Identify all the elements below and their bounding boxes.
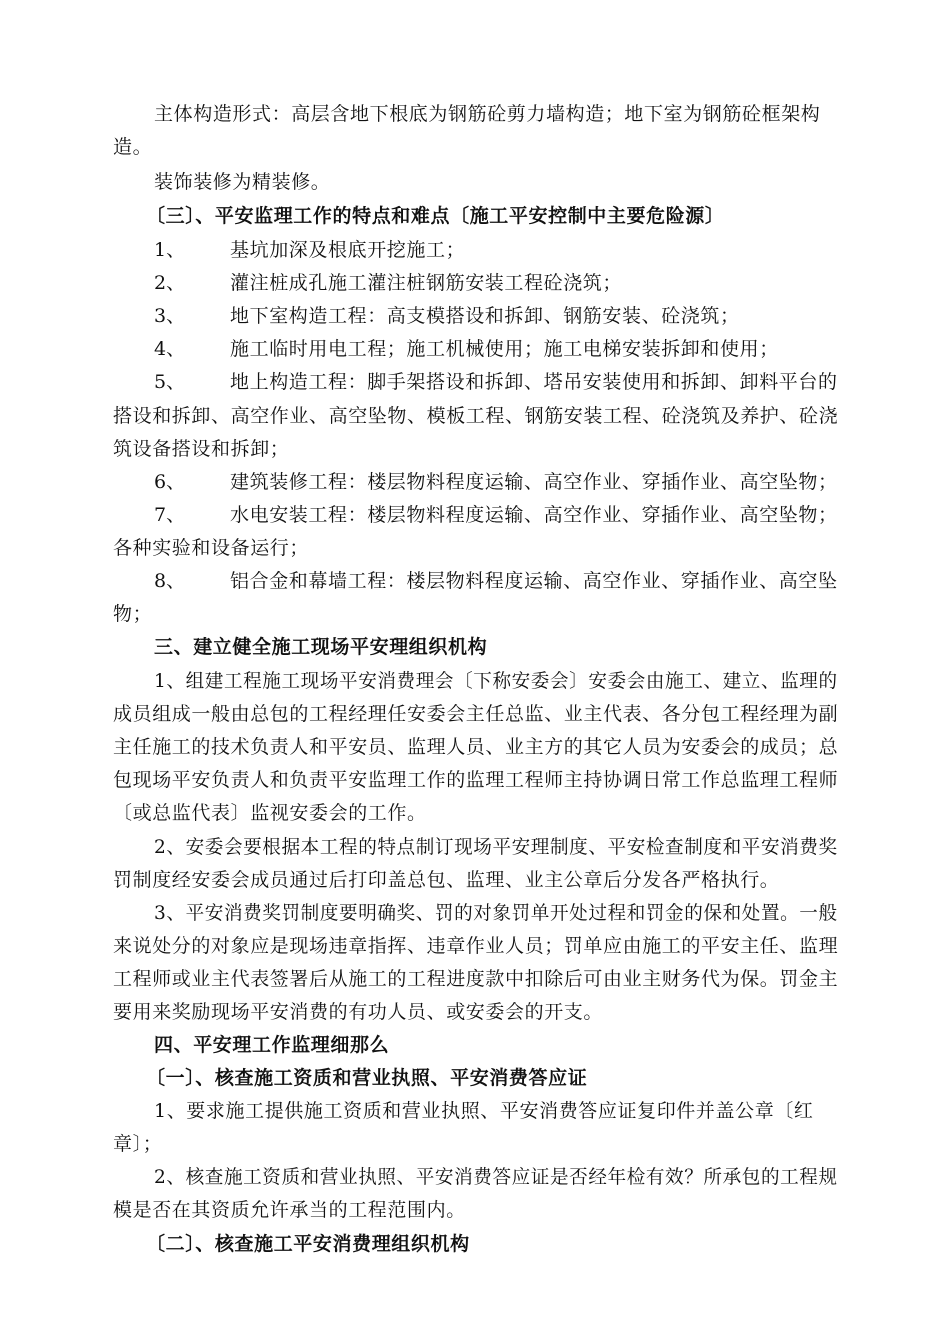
list-number: 1、 xyxy=(154,239,186,261)
subsection-heading: 〔一〕、核查施工资质和营业执照、平安消费答应证 xyxy=(146,1067,588,1089)
paragraph-line: 工程师或业主代表签署后从施工的工程进度款中扣除后可由业主财务代为保。罚金主 xyxy=(113,968,839,990)
subsection-heading: 〔二〕、核查施工平安消费理组织机构 xyxy=(146,1233,470,1255)
list-item-text: 基坑加深及根底开挖施工； xyxy=(230,239,466,261)
paragraph-line: 装饰装修为精装修。 xyxy=(154,171,331,193)
list-number: 5、 xyxy=(154,371,186,393)
list-number: 2、 xyxy=(154,272,186,294)
paragraph-line: 章〕； xyxy=(113,1133,163,1155)
paragraph-line: 主任施工的技术负责人和平安员、监理人员、业主方的其它人员为安委会的成员；总 xyxy=(113,736,839,758)
paragraph-line: 成员组成一般由总包的工程经理任安委会主任总监、业主代表、各分包工程经理为副 xyxy=(113,703,839,725)
list-item-text: 水电安装工程：楼层物料程度运输、高空作业、穿插作业、高空坠物； xyxy=(230,504,838,526)
list-item-text: 施工临时用电工程；施工机械使用；施工电梯安装拆卸和使用； xyxy=(230,338,779,360)
paragraph-line: 要用来奖励现场平安消费的有功人员、或安委会的开支。 xyxy=(113,1001,604,1023)
section-heading: 三、建立健全施工现场平安理组织机构 xyxy=(154,636,488,658)
list-item-text: 地上构造工程：脚手架搭设和拆卸、塔吊安装使用和拆卸、卸料平台的 xyxy=(230,371,838,393)
list-item-text: 灌注桩成孔施工灌注桩钢筋安装工程砼浇筑； xyxy=(230,272,623,294)
list-item-continuation: 搭设和拆卸、高空作业、高空坠物、模板工程、钢筋安装工程、砼浇筑及养护、砼浇 xyxy=(113,405,839,427)
paragraph-line: 主体构造形式：高层含地下根底为钢筋砼剪力墙构造；地下室为钢筋砼框架构 xyxy=(154,103,821,125)
list-item-text: 地下室构造工程：高支模搭设和拆卸、钢筋安装、砼浇筑； xyxy=(230,305,740,327)
list-number: 8、 xyxy=(154,570,186,592)
list-item-continuation: 各种实验和设备运行； xyxy=(113,537,310,559)
paragraph-line: 模是否在其资质允许承当的工程范围内。 xyxy=(113,1199,466,1221)
list-item-text: 建筑装修工程：楼层物料程度运输、高空作业、穿插作业、高空坠物； xyxy=(230,471,838,493)
section-heading: 〔三〕、平安监理工作的特点和难点〔施工平安控制中主要危险源〕 xyxy=(146,205,725,227)
list-number: 7、 xyxy=(154,504,186,526)
paragraph-line: 2、核查施工资质和营业执照、平安消费答应证是否经年检有效？所承包的工程规 xyxy=(154,1166,838,1188)
list-item-continuation: 物； xyxy=(113,603,153,625)
paragraph-line: 罚制度经安委会成员通过后打印盖总包、监理、业主公章后分发各严格执行。 xyxy=(113,869,780,891)
paragraph-line: 来说处分的对象应是现场违章指挥、违章作业人员；罚单应由施工的平安主任、监理 xyxy=(113,935,839,957)
paragraph-line: 3、平安消费奖罚制度要明确奖、罚的对象罚单开处过程和罚金的保和处置。一般 xyxy=(154,902,838,924)
list-number: 3、 xyxy=(154,305,186,327)
paragraph-line: 包现场平安负责人和负责平安监理工作的监理工程师主持协调日常工作总监理工程师 xyxy=(113,769,839,791)
paragraph-line: 1、组建工程施工现场平安消费理会〔下称安委会〕安委会由施工、建立、监理的 xyxy=(154,670,838,692)
list-number: 4、 xyxy=(154,338,186,360)
list-number: 6、 xyxy=(154,471,186,493)
list-item-text: 铝合金和幕墙工程：楼层物料程度运输、高空作业、穿插作业、高空坠 xyxy=(230,570,838,592)
paragraph-line: 造。 xyxy=(113,136,153,158)
paragraph-line: 2、安委会要根据本工程的特点制订现场平安理制度、平安检查制度和平安消费奖 xyxy=(154,836,838,858)
section-heading: 四、平安理工作监理细那么 xyxy=(154,1034,390,1056)
paragraph-line: 1、要求施工提供施工资质和营业执照、平安消费答应证复印件并盖公章〔红 xyxy=(154,1100,814,1122)
paragraph-line: 〔或总监代表〕监视安委会的工作。 xyxy=(113,802,427,824)
list-item-continuation: 筑设备搭设和拆卸； xyxy=(113,438,290,460)
